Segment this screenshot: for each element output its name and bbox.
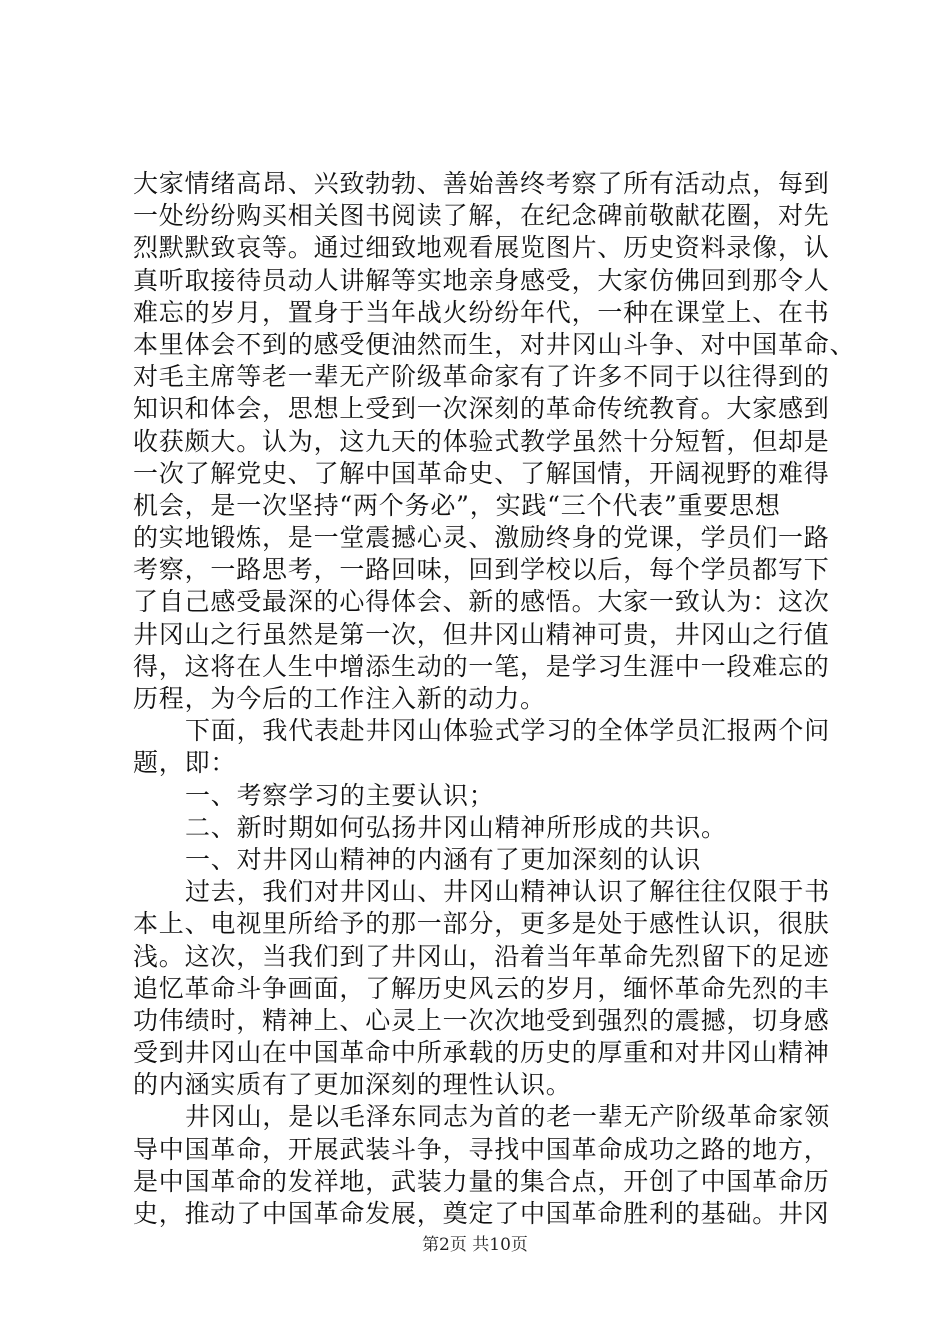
text-line: 机会，是一次坚持“两个务必”，实践“三个代表”重要思想: [133, 490, 781, 520]
text-line: 对毛主席等老一辈无产阶级革命家有了许多不同于以往得到的: [133, 362, 830, 392]
text-line: 的内涵实质有了更加深刻的理性认识。: [133, 1070, 572, 1100]
text-line: 难忘的岁月，置身于当年战火纷纷年代，一种在课堂上、在书: [133, 297, 830, 327]
text-line: 是中国革命的发祥地，武装力量的集合点，开创了中国革命历: [133, 1166, 830, 1196]
text-line: 历程，为今后的工作注入新的动力。: [133, 684, 546, 713]
text-line: 下面，我代表赴井冈山体验式学习的全体学员汇报两个问: [185, 716, 831, 746]
text-line: 大家情绪高昂、兴致勃勃、善始善终考察了所有活动点，每到: [133, 169, 830, 198]
text-line: 烈默默致哀等。通过细致地观看展览图片、历史资料录像，认: [133, 233, 830, 263]
text-line: 真听取接待员动人讲解等实地亲身感受，大家仿佛回到那令人: [133, 265, 830, 295]
text-line: 井冈山之行虽然是第一次，但井冈山精神可贵，井冈山之行值: [133, 619, 830, 649]
text-line: 知识和体会，思想上受到一次深刻的革命传统教育。大家感到: [133, 394, 830, 424]
text-line: 本里体会不到的感受便油然而生，对井冈山斗争、对中国革命、: [133, 329, 856, 359]
text-line: 功伟绩时，精神上、心灵上一次次地受到强烈的震撼，切身感: [133, 1005, 830, 1035]
text-line: 的实地锻炼，是一堂震撼心灵、激励终身的党课，学员们一路: [133, 523, 830, 553]
text-line: 得，这将在人生中增添生动的一笔，是学习生涯中一段难忘的: [133, 651, 830, 681]
text-line: 一次了解党史、了解中国革命史、了解国情，开阔视野的难得: [133, 458, 830, 488]
text-line: 导中国革命，开展武装斗争，寻找中国革命成功之路的地方，: [133, 1134, 830, 1164]
text-line: 题，即：: [133, 748, 237, 778]
text-line: 过去，我们对井冈山、井冈山精神认识了解往往仅限于书: [185, 877, 831, 907]
text-line: 考察，一路思考，一路回味，回到学校以后，每个学员都写下: [133, 555, 830, 585]
text-line: 受到井冈山在中国革命中所承载的历史的厚重和对井冈山精神: [133, 1038, 830, 1068]
document-body: [133, 168, 856, 1230]
text-line: 一、考察学习的主要认识；: [185, 780, 495, 810]
text-line: 收获颇大。认为，这九天的体验式教学虽然十分短暂，但却是: [133, 426, 830, 456]
text-line: 一处纷纷购买相关图书阅读了解，在纪念碑前敬献花圈，对先: [133, 201, 830, 231]
page-footer: [0, 1234, 950, 1256]
text-line: 井冈山，是以毛泽东同志为首的老一辈无产阶级革命家领: [185, 1102, 831, 1132]
text-line: 史，推动了中国革命发展，奠定了中国革命胜利的基础。井冈: [133, 1199, 830, 1228]
text-line: 一、对井冈山精神的内涵有了更加深刻的认识: [185, 844, 702, 874]
text-line: 二、新时期如何弘扬井冈山精神所形成的共识。: [185, 812, 727, 842]
text-line: 本上、电视里所给予的那一部分，更多是处于感性认识，很肤: [133, 909, 830, 939]
text-line: 追忆革命斗争画面，了解历史风云的岁月，缅怀革命先烈的丰: [133, 973, 830, 1003]
text-line: 浅。这次，当我们到了井冈山，沿着当年革命先烈留下的足迹: [133, 941, 830, 971]
page-number-label: 第2页 共10页: [422, 1235, 528, 1255]
text-line: 了自己感受最深的心得体会、新的感悟。大家一致认为：这次: [133, 587, 830, 617]
